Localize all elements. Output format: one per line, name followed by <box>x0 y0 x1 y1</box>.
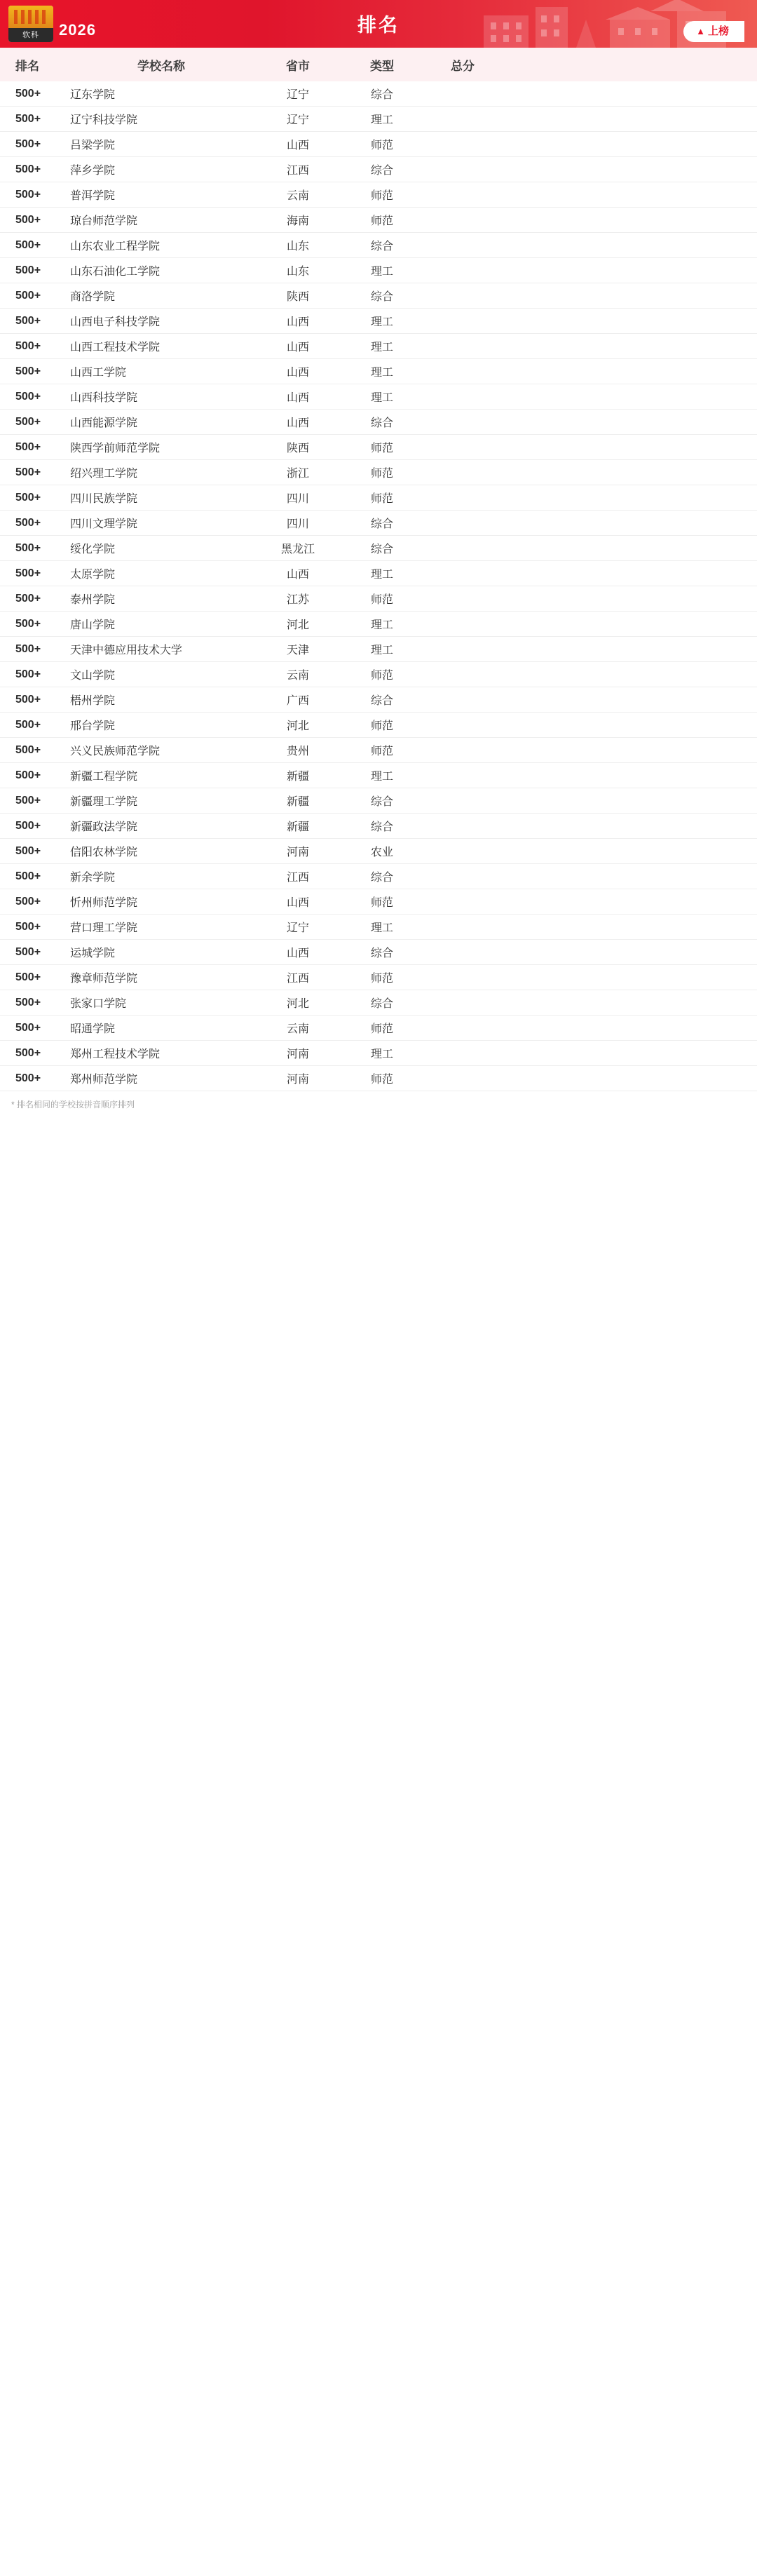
cell-province: 广西 <box>286 695 309 707</box>
cell-type: 综合 <box>370 417 393 429</box>
cell-type: 师范 <box>370 215 393 227</box>
table-row[interactable] <box>0 132 757 157</box>
cell-type: 理工 <box>370 771 393 783</box>
cell-rank <box>0 1022 70 1034</box>
cell-rank-value: 500+ <box>15 718 41 731</box>
cell-name: 四川民族学院 <box>70 493 138 505</box>
cell-province: 江西 <box>286 973 309 985</box>
column-header-rank: 排名 <box>15 59 39 73</box>
table-row[interactable] <box>0 662 757 687</box>
cell-type: 师范 <box>370 1074 393 1086</box>
cell-province: 辽宁 <box>286 922 309 934</box>
cell-province: 河北 <box>286 720 309 732</box>
cell-rank <box>0 441 70 454</box>
table-row[interactable] <box>0 208 757 233</box>
cell-rank-value: 500+ <box>15 1021 41 1034</box>
cell-type: 综合 <box>370 695 393 707</box>
cell-name: 信阳农林学院 <box>70 847 138 858</box>
cell-type: 综合 <box>370 291 393 303</box>
cell-rank-value: 500+ <box>15 238 41 251</box>
cell-rank <box>0 88 70 100</box>
table-row[interactable] <box>0 713 757 738</box>
cell-rank <box>0 618 70 630</box>
cell-rank <box>0 315 70 328</box>
cell-province: 山西 <box>286 367 309 379</box>
cell-rank-value: 500+ <box>15 390 41 403</box>
cell-name: 琼台师范学院 <box>70 215 138 227</box>
column-header-type: 类型 <box>370 59 394 73</box>
cell-name: 邢台学院 <box>70 720 116 732</box>
cell-type: 理工 <box>370 392 393 404</box>
cell-type: 综合 <box>370 165 393 177</box>
cell-rank-value: 500+ <box>15 1046 41 1059</box>
cell-rank <box>0 264 70 277</box>
cell-name: 兴义民族师范学院 <box>70 746 161 757</box>
cell-rank <box>0 517 70 530</box>
cell-name: 山东农业工程学院 <box>70 241 161 252</box>
cell-type: 综合 <box>370 89 393 101</box>
table-row[interactable] <box>0 384 757 410</box>
cell-rank <box>0 971 70 984</box>
cell-type: 综合 <box>370 821 393 833</box>
cell-rank-value: 500+ <box>15 314 41 327</box>
cell-province: 陕西 <box>286 291 309 303</box>
cell-type: 综合 <box>370 998 393 1010</box>
cell-name: 绥化学院 <box>70 544 116 555</box>
cell-name: 忻州师范学院 <box>70 897 138 909</box>
cell-province: 山西 <box>286 342 309 353</box>
cell-name: 山西工学院 <box>70 367 127 379</box>
on-list-button[interactable] <box>683 21 744 42</box>
cell-rank <box>0 567 70 580</box>
table-row[interactable] <box>0 536 757 561</box>
cell-rank <box>0 340 70 353</box>
table-row[interactable] <box>0 309 757 334</box>
cell-rank-value: 500+ <box>15 617 41 630</box>
cell-province: 云南 <box>286 1023 309 1035</box>
table-row[interactable] <box>0 359 757 384</box>
table-row[interactable] <box>0 637 757 662</box>
table-row[interactable] <box>0 788 757 814</box>
cell-rank <box>0 189 70 201</box>
cell-province: 河北 <box>286 998 309 1010</box>
table-row[interactable] <box>0 435 757 460</box>
cell-type: 理工 <box>370 367 393 379</box>
cell-name: 太原学院 <box>70 569 116 581</box>
table-row[interactable] <box>0 586 757 612</box>
cell-rank <box>0 1047 70 1060</box>
cell-rank-value: 500+ <box>15 794 41 807</box>
cell-rank <box>0 290 70 302</box>
cell-rank-value: 500+ <box>15 567 41 579</box>
cell-province: 陕西 <box>286 443 309 454</box>
cell-type: 师范 <box>370 468 393 480</box>
table-row[interactable] <box>0 258 757 283</box>
cell-type: 综合 <box>370 872 393 884</box>
cell-rank <box>0 921 70 933</box>
cell-type: 师范 <box>370 897 393 909</box>
cell-province: 山西 <box>286 417 309 429</box>
table-row[interactable] <box>0 283 757 309</box>
cell-rank-value: 500+ <box>15 112 41 125</box>
cell-name: 新疆工程学院 <box>70 771 138 783</box>
cell-name: 梧州学院 <box>70 695 116 707</box>
cell-type: 综合 <box>370 544 393 555</box>
cell-rank-value: 500+ <box>15 819 41 832</box>
cell-name: 普洱学院 <box>70 190 116 202</box>
cell-rank <box>0 365 70 378</box>
cell-rank-value: 500+ <box>15 415 41 428</box>
table-row[interactable] <box>0 889 757 915</box>
cell-province: 黑龙江 <box>280 544 315 555</box>
cell-name: 运城学院 <box>70 948 116 959</box>
cell-rank-value: 500+ <box>15 188 41 201</box>
edition-year: 2026 <box>59 21 96 39</box>
cell-type: 师范 <box>370 493 393 505</box>
table-row[interactable] <box>0 485 757 511</box>
cell-name: 唐山学院 <box>70 619 116 631</box>
cell-type: 理工 <box>370 619 393 631</box>
cell-name: 陕西学前师范学院 <box>70 443 161 454</box>
table-row[interactable] <box>0 1016 757 1041</box>
cell-type: 师范 <box>370 670 393 682</box>
cell-province: 新疆 <box>286 771 309 783</box>
cell-name: 郑州师范学院 <box>70 1074 138 1086</box>
cell-rank <box>0 492 70 504</box>
cell-name: 山西科技学院 <box>70 392 138 404</box>
cell-rank <box>0 391 70 403</box>
cell-rank <box>0 820 70 832</box>
table-row[interactable] <box>0 915 757 940</box>
column-header-name: 学校名称 <box>137 59 185 73</box>
cell-name: 营口理工学院 <box>70 922 138 934</box>
cell-name: 豫章师范学院 <box>70 973 138 985</box>
cell-name: 辽东学院 <box>70 89 116 101</box>
cell-rank <box>0 795 70 807</box>
cell-name: 商洛学院 <box>70 291 116 303</box>
cell-name: 四川文理学院 <box>70 518 138 530</box>
cell-type: 师范 <box>370 746 393 757</box>
cell-name: 新疆政法学院 <box>70 821 138 833</box>
cell-rank <box>0 896 70 908</box>
cell-rank <box>0 138 70 151</box>
cell-province: 山西 <box>286 140 309 151</box>
cell-province: 云南 <box>286 670 309 682</box>
page-header <box>0 0 757 48</box>
cell-province: 四川 <box>286 493 309 505</box>
cell-type: 综合 <box>370 241 393 252</box>
cell-rank-value: 500+ <box>15 693 41 706</box>
cell-rank-value: 500+ <box>15 516 41 529</box>
cell-name: 山西电子科技学院 <box>70 316 161 328</box>
column-header-score: 总分 <box>451 59 475 73</box>
cell-rank-value: 500+ <box>15 668 41 680</box>
cell-rank-value: 500+ <box>15 541 41 554</box>
cell-name: 吕梁学院 <box>70 140 116 151</box>
logo-label: 软科 <box>8 28 53 42</box>
cell-type: 理工 <box>370 645 393 656</box>
cell-province: 江西 <box>286 165 309 177</box>
cell-province: 山西 <box>286 948 309 959</box>
cell-type: 理工 <box>370 1048 393 1060</box>
cell-rank <box>0 719 70 731</box>
cell-rank-value: 500+ <box>15 365 41 377</box>
cell-rank <box>0 643 70 656</box>
cell-type: 理工 <box>370 316 393 328</box>
cell-rank-value: 500+ <box>15 945 41 958</box>
cell-rank <box>0 1072 70 1085</box>
cell-name: 山西能源学院 <box>70 417 138 429</box>
cell-rank <box>0 769 70 782</box>
cell-rank <box>0 466 70 479</box>
table-row[interactable] <box>0 561 757 586</box>
cell-type: 师范 <box>370 594 393 606</box>
cell-province: 河北 <box>286 619 309 631</box>
cell-province: 天津 <box>286 645 309 656</box>
table-row[interactable] <box>0 81 757 107</box>
cell-rank <box>0 593 70 605</box>
cell-name: 绍兴理工学院 <box>70 468 138 480</box>
table-row[interactable] <box>0 1066 757 1091</box>
cell-name: 新疆理工学院 <box>70 796 138 808</box>
cell-type: 综合 <box>370 948 393 959</box>
cell-type: 综合 <box>370 796 393 808</box>
column-header-province: 省市 <box>286 59 310 73</box>
table-row[interactable] <box>0 1041 757 1066</box>
cell-province: 云南 <box>286 190 309 202</box>
table-row[interactable] <box>0 940 757 965</box>
table-row[interactable] <box>0 864 757 889</box>
cell-rank-value: 500+ <box>15 289 41 302</box>
cell-rank-value: 500+ <box>15 642 41 655</box>
cell-province: 河南 <box>286 1074 309 1086</box>
table-row[interactable] <box>0 990 757 1016</box>
cell-rank-value: 500+ <box>15 137 41 150</box>
cell-rank <box>0 416 70 429</box>
cell-rank-value: 500+ <box>15 163 41 175</box>
cell-rank-value: 500+ <box>15 491 41 504</box>
cell-rank <box>0 694 70 706</box>
table-row[interactable] <box>0 511 757 536</box>
cell-province: 辽宁 <box>286 89 309 101</box>
cell-type: 师范 <box>370 443 393 454</box>
cell-type: 理工 <box>370 342 393 353</box>
table-row[interactable] <box>0 965 757 990</box>
footnote: * 排名相同的学校按拼音顺序排列 <box>11 1100 135 1110</box>
cell-province: 山西 <box>286 897 309 909</box>
cell-rank <box>0 214 70 227</box>
cell-rank <box>0 845 70 858</box>
table-row[interactable] <box>0 107 757 132</box>
cell-type: 综合 <box>370 518 393 530</box>
table-row[interactable] <box>0 460 757 485</box>
cell-rank <box>0 113 70 126</box>
table-row[interactable] <box>0 410 757 435</box>
cell-rank-value: 500+ <box>15 466 41 478</box>
cell-rank <box>0 542 70 555</box>
cell-rank-value: 500+ <box>15 743 41 756</box>
cell-province: 江苏 <box>286 594 309 606</box>
cell-type: 师范 <box>370 190 393 202</box>
cell-rank <box>0 668 70 681</box>
cell-province: 浙江 <box>286 468 309 480</box>
cell-name: 郑州工程技术学院 <box>70 1048 161 1060</box>
cell-name: 新余学院 <box>70 872 116 884</box>
cell-province: 辽宁 <box>286 114 309 126</box>
table-row[interactable] <box>0 612 757 637</box>
cell-rank-value: 500+ <box>15 213 41 226</box>
cell-type: 师范 <box>370 720 393 732</box>
up-arrow-icon: ▲ <box>696 26 705 36</box>
cell-rank-value: 500+ <box>15 440 41 453</box>
cell-rank-value: 500+ <box>15 844 41 857</box>
cell-rank <box>0 744 70 757</box>
cell-province: 山西 <box>286 316 309 328</box>
cell-province: 山西 <box>286 392 309 404</box>
cell-rank <box>0 946 70 959</box>
cell-rank-value: 500+ <box>15 996 41 1009</box>
cell-name: 文山学院 <box>70 670 116 682</box>
cell-province: 河南 <box>286 847 309 858</box>
cell-type: 理工 <box>370 922 393 934</box>
cell-province: 海南 <box>286 215 309 227</box>
table-row[interactable] <box>0 334 757 359</box>
cell-province: 江西 <box>286 872 309 884</box>
table-body <box>0 81 757 1091</box>
cell-rank-value: 500+ <box>15 920 41 933</box>
cell-rank <box>0 163 70 176</box>
cell-type: 理工 <box>370 114 393 126</box>
cell-rank-value: 500+ <box>15 339 41 352</box>
cell-province: 山东 <box>286 241 309 252</box>
on-list-button-label: 上榜 <box>707 25 729 37</box>
cell-rank <box>0 870 70 883</box>
table-row[interactable] <box>0 182 757 208</box>
cell-rank-value: 500+ <box>15 592 41 605</box>
cell-province: 新疆 <box>286 821 309 833</box>
cell-province: 河南 <box>286 1048 309 1060</box>
cell-name: 山西工程技术学院 <box>70 342 161 353</box>
cell-name: 张家口学院 <box>70 998 127 1010</box>
table-row[interactable] <box>0 763 757 788</box>
table-row[interactable] <box>0 233 757 258</box>
cell-rank <box>0 997 70 1009</box>
cell-province: 山西 <box>286 569 309 581</box>
cell-name: 萍乡学院 <box>70 165 116 177</box>
cell-province: 山东 <box>286 266 309 278</box>
cell-type: 师范 <box>370 140 393 151</box>
cell-type: 师范 <box>370 973 393 985</box>
table-row[interactable] <box>0 839 757 864</box>
cell-rank-value: 500+ <box>15 87 41 100</box>
table-row[interactable] <box>0 814 757 839</box>
table-row[interactable] <box>0 687 757 713</box>
cell-rank-value: 500+ <box>15 1072 41 1084</box>
cell-type: 农业 <box>370 847 393 858</box>
cell-name: 辽宁科技学院 <box>70 114 138 126</box>
cell-name: 天津中德应用技术大学 <box>70 645 183 656</box>
cell-rank-value: 500+ <box>15 264 41 276</box>
cell-rank-value: 500+ <box>15 895 41 908</box>
cell-type: 理工 <box>370 266 393 278</box>
cell-name: 昭通学院 <box>70 1023 116 1035</box>
page-title: 排名 <box>357 15 400 36</box>
ranking-page <box>0 0 757 1119</box>
table-row[interactable] <box>0 738 757 763</box>
cell-rank <box>0 239 70 252</box>
cell-province: 贵州 <box>286 746 309 757</box>
cell-province: 新疆 <box>286 796 309 808</box>
cell-rank-value: 500+ <box>15 971 41 983</box>
cell-rank-value: 500+ <box>15 870 41 882</box>
table-header <box>0 48 757 81</box>
cell-name: 山东石油化工学院 <box>70 266 161 278</box>
cell-type: 师范 <box>370 1023 393 1035</box>
cell-province: 四川 <box>286 518 309 530</box>
cell-type: 理工 <box>370 569 393 581</box>
table-row[interactable] <box>0 157 757 182</box>
cell-rank-value: 500+ <box>15 769 41 781</box>
cell-name: 泰州学院 <box>70 594 116 606</box>
